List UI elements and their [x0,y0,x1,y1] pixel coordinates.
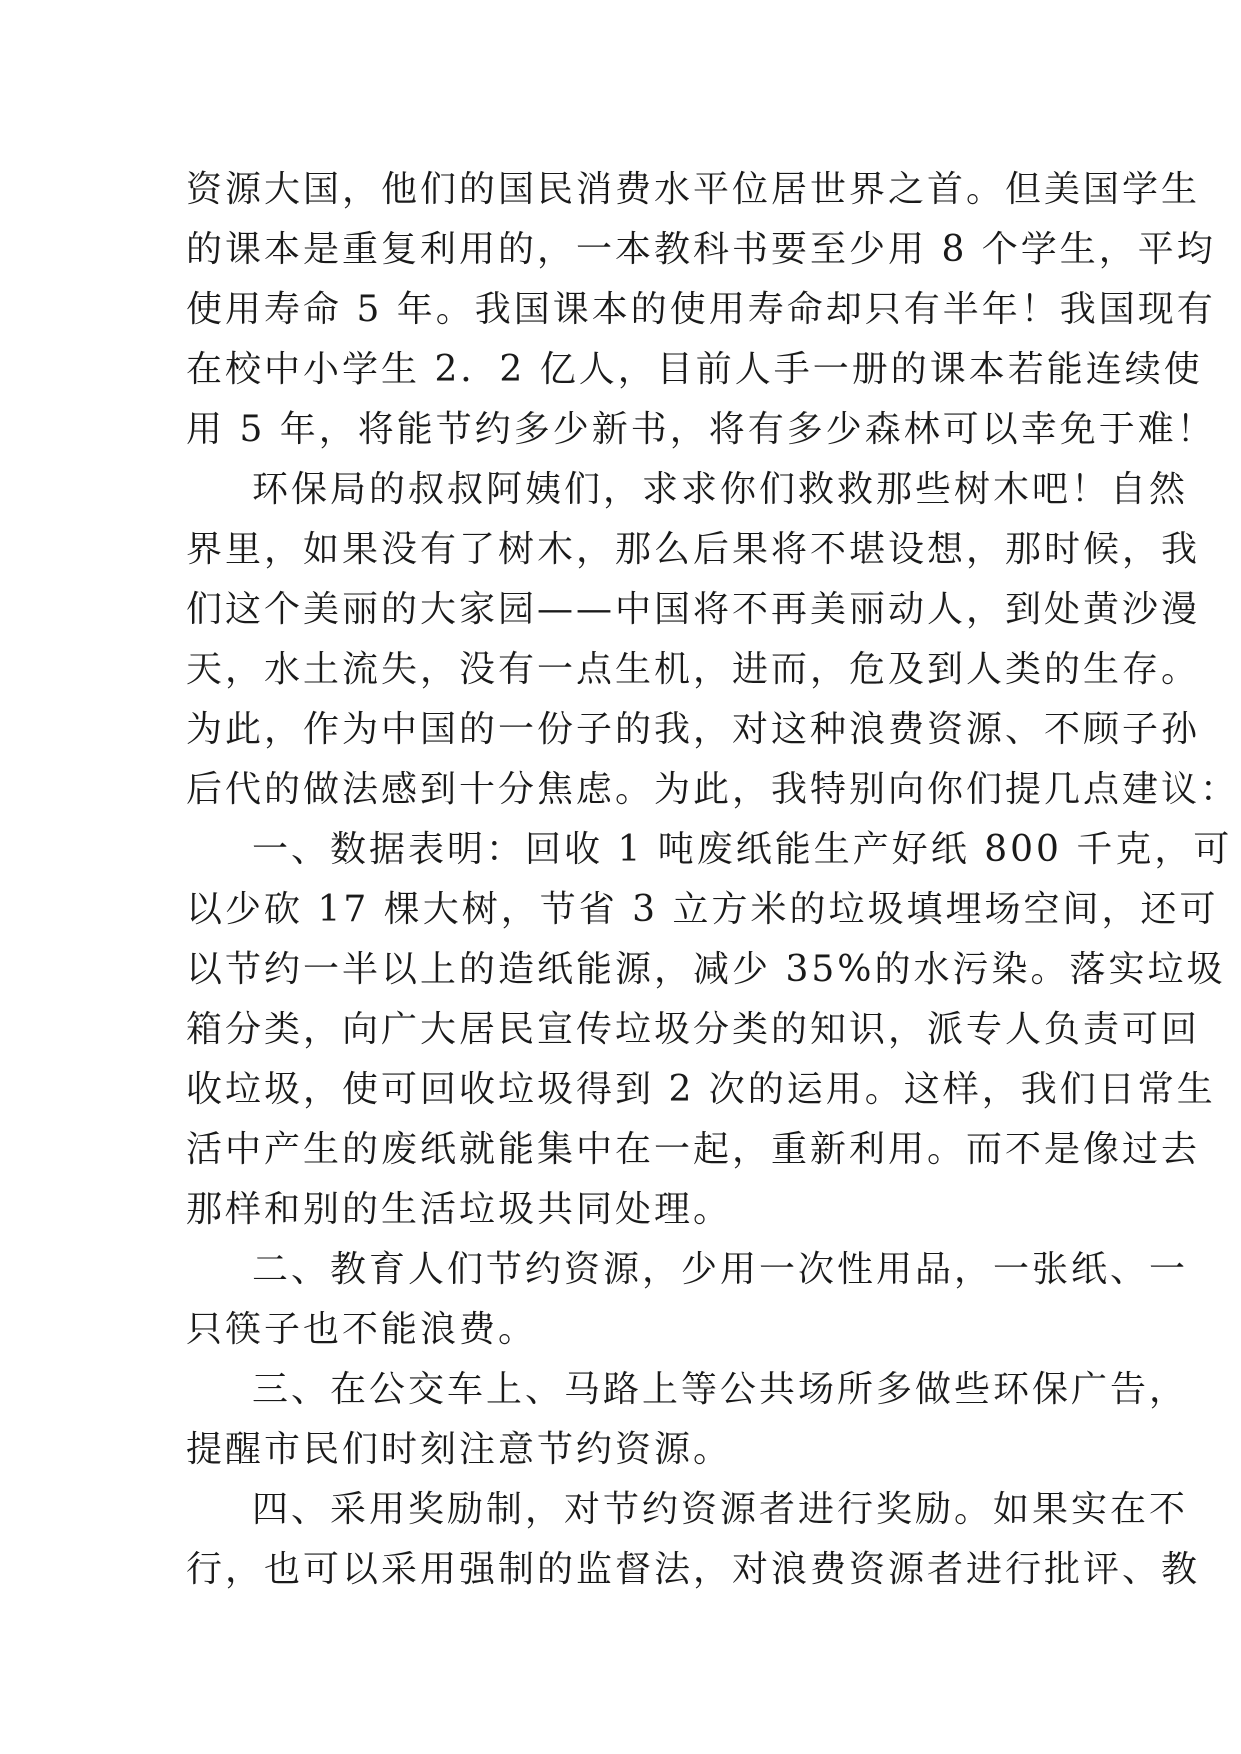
text-line: 为此，作为中国的一份子的我，对这种浪费资源、不顾子孙 [186,709,1201,750]
text-line: 活中产生的废纸就能集中在一起，重新利用。而不是像过去 [186,1129,1201,1170]
text-line: 收垃圾，使可回收垃圾得到 2 次的运用。这样，我们日常生 [186,1069,1216,1110]
text-line: 以少砍 17 棵大树，节省 3 立方米的垃圾填埋场空间，还可 [186,889,1219,930]
text-line: 三、在公交车上、马路上等公共场所多做些环保广告， [252,1369,1189,1410]
text-line: 界里，如果没有了树木，那么后果将不堪设想，那时候，我 [186,529,1201,570]
text-line: 提醒市民们时刻注意节约资源。 [186,1429,733,1470]
document-body [186,160,1240,1600]
paragraph [186,1480,1201,1600]
paragraph [186,1360,1189,1480]
text-line: 以节约一半以上的造纸能源，减少 35%的水污染。落实垃圾 [186,949,1226,990]
text-line: 资源大国，他们的国民消费水平位居世界之首。但美国学生 [186,169,1201,210]
text-line: 环保局的叔叔阿姨们，求求你们救救那些树木吧！自然 [252,469,1189,510]
text-line: 们这个美丽的大家园——中国将不再美丽动人，到处黄沙漫 [186,589,1201,630]
paragraph [186,820,1233,1240]
text-line: 使用寿命 5 年。我国课本的使用寿命却只有半年！我国现有 [186,289,1216,330]
text-line: 一、数据表明：回收 1 吨废纸能生产好纸 800 千克，可 [252,829,1233,870]
text-line: 在校中小学生 2．2 亿人，目前人手一册的课本若能连续使 [186,349,1203,390]
text-line: 那样和别的生活垃圾共同处理。 [186,1189,733,1230]
paragraph [186,160,1216,460]
text-line: 用 5 年，将能节约多少新书，将有多少森林可以幸免于难！ [186,409,1216,450]
text-line: 后代的做法感到十分焦虑。为此，我特别向你们提几点建议： [186,769,1240,810]
text-line: 行，也可以采用强制的监督法，对浪费资源者进行批评、教 [186,1549,1201,1590]
text-line: 天，水土流失，没有一点生机，进而，危及到人类的生存。 [186,649,1201,690]
text-line: 的课本是重复利用的，一本教科书要至少用 8 个学生，平均 [186,229,1216,270]
paragraph [186,1240,1189,1360]
text-line: 箱分类，向广大居民宣传垃圾分类的知识，派专人负责可回 [186,1009,1201,1050]
text-line: 只筷子也不能浪费。 [186,1309,538,1350]
paragraph [186,460,1240,820]
text-line: 二、教育人们节约资源，少用一次性用品，一张纸、一 [252,1249,1189,1290]
text-line: 四、采用奖励制，对节约资源者进行奖励。如果实在不 [252,1489,1189,1530]
